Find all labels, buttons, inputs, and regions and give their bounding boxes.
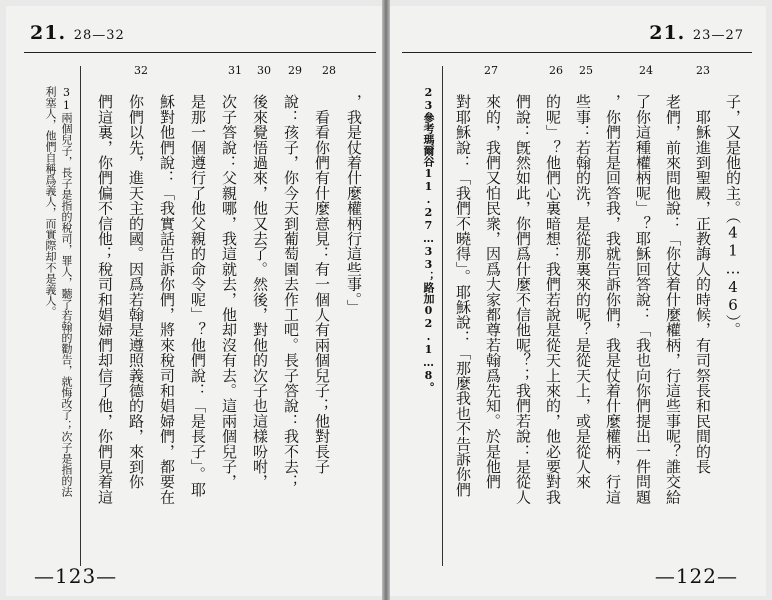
verse-number: 30 bbox=[257, 64, 271, 77]
verse-number: 25 bbox=[579, 64, 593, 77]
verse-number: 23 bbox=[696, 64, 710, 77]
text-column: 們說：旣然如此，你們爲什麼不信他呢？；我們若說：是從人 bbox=[514, 94, 532, 505]
cross-reference-divider bbox=[442, 66, 443, 566]
text-column: 是那一個遵行了他父親的命令呢」？他們說：「是長子」。耶 bbox=[189, 94, 207, 497]
right-header-chapter: 21. bbox=[649, 22, 686, 44]
left-page-number: —123— bbox=[34, 564, 118, 588]
verse-number: 32 bbox=[134, 64, 148, 77]
right-header-verses: 23—27 bbox=[692, 28, 744, 43]
text-column: 耶穌進到聖殿，正教誨人的時候，有司祭長和民間的長 bbox=[694, 94, 712, 474]
left-header-chapter: 21. bbox=[30, 22, 67, 44]
footnote-divider bbox=[80, 66, 81, 566]
right-page-number: —122— bbox=[654, 564, 738, 588]
book-gutter bbox=[382, 0, 390, 600]
verse-number: 24 bbox=[639, 64, 653, 77]
text-column: 了你這種權柄呢」？耶穌回答說：「我也向你們提出一件問題 bbox=[634, 94, 652, 505]
text-column: 的呢」？他們心裏暗想：我們若說是從天上來的，他必要對我 bbox=[544, 94, 562, 505]
verse-number: 28 bbox=[322, 64, 336, 77]
text-column: 子，又是他的主。（41…46）。 bbox=[724, 94, 742, 338]
cross-reference: 23參考瑪爾谷11.27…33；路加02.1…8。 bbox=[422, 86, 435, 393]
verse-number: 27 bbox=[484, 64, 498, 77]
text-column: 看看你們有什麼意見：有一個人有兩個兒子；他對長子 bbox=[313, 94, 331, 474]
left-page-header bbox=[30, 22, 125, 44]
text-column: ，你們若是回答我，我就告訴你們，我是仗着什麼權柄，行這 bbox=[604, 94, 622, 505]
text-column: 老們，前來問他說：「你仗着什麼權柄，行這些事呢？誰交給 bbox=[664, 94, 682, 505]
text-column: 對耶穌說：「我們不曉得」。耶穌說：「那麼我也不告訴你們 bbox=[454, 94, 472, 497]
right-header-rule bbox=[402, 52, 752, 53]
left-header-verses: 28—32 bbox=[73, 28, 125, 43]
footnote-column: 31兩個兒子，長子是指的稅司，罪人，聽了若翰的勸告，就悔改了；次子是指的法 bbox=[60, 86, 73, 497]
text-column: 些事：若翰的洗，是從那裏來的呢？是從天上，或是從人來 bbox=[574, 94, 592, 490]
verse-number: 31 bbox=[228, 64, 242, 77]
text-column: 穌對他們說：「我實話告訴你們，將來稅司和娼婦們，都要在 bbox=[158, 94, 176, 505]
text-column: 次子答說：父親哪，我這就去，他却沒有去。這兩個兒子， bbox=[220, 94, 238, 490]
verse-number: 26 bbox=[549, 64, 563, 77]
left-header-rule bbox=[24, 52, 376, 53]
verse-number: 29 bbox=[288, 64, 302, 77]
right-page-header bbox=[649, 22, 744, 44]
text-column: ，我是仗着什麼權柄行這些事。」 bbox=[345, 94, 363, 315]
text-column: 你們以先，進天主的國。因爲若翰是遵照義德的路，來到你 bbox=[127, 94, 145, 490]
text-column: 說：孩子，你今天到葡萄園去作工吧。長子答說：我不去； bbox=[282, 94, 300, 490]
text-column: 們這裏，你們偏不信他；稅司和娼婦們却信了他，你們見着這 bbox=[96, 94, 114, 505]
text-column: 後來覺悟過來，他又去了。然後，對他的次子也這樣吩咐， bbox=[251, 94, 269, 490]
text-column: 來的，我們又怕民衆，因爲大家都尊若翰爲先知。於是他們 bbox=[484, 94, 502, 490]
right-page bbox=[390, 6, 766, 596]
left-page bbox=[6, 6, 382, 596]
footnote-column: 利塞人，他們自稱爲義人，而實際却不是義人。 bbox=[44, 86, 57, 317]
